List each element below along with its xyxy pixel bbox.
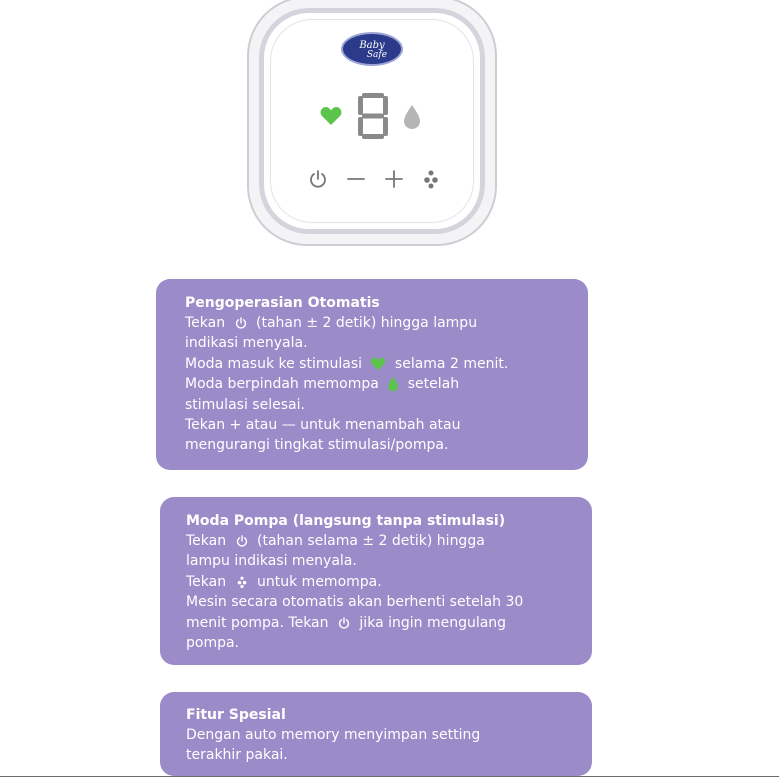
text-line: terakhir pakai.: [186, 747, 288, 764]
card-title: Fitur Spesial: [186, 707, 286, 723]
text-line: Tekan + atau — untuk menambah atau: [185, 417, 461, 434]
heart-icon: [320, 106, 342, 126]
text-line: [186, 531, 592, 551]
text-line: Mesin secara otomatis akan berhenti setelah 30: [186, 594, 524, 611]
text: jika ingin mengulang: [359, 614, 507, 631]
pump-button[interactable]: [420, 168, 442, 190]
text: Tekan: [186, 573, 227, 590]
power-icon: [234, 316, 248, 330]
card-title: Pengoperasian Otomatis: [185, 295, 380, 311]
text-line: lampu indikasi menyala.: [186, 553, 357, 570]
text-line: Dengan auto memory menyimpan setting: [186, 727, 481, 743]
card-pump-mode: [160, 497, 592, 665]
text-line: [186, 613, 592, 633]
card-body: [185, 313, 588, 456]
logo-text-baby: Baby: [359, 40, 385, 51]
text-line: pompa.: [186, 635, 240, 652]
text: selama 2 menit.: [394, 355, 509, 372]
text: Tekan: [185, 315, 226, 331]
text: menit pompa. Tekan: [186, 614, 329, 631]
text: Tekan: [186, 533, 227, 549]
text: Moda masuk ke stimulasi: [185, 355, 363, 372]
card-automatic-operation: [156, 279, 588, 470]
power-icon: [337, 616, 351, 630]
text: (tahan selama ± 2 detik) hingga: [257, 533, 485, 549]
power-icon: [235, 534, 249, 548]
text: setelah: [407, 376, 460, 393]
text-line: indikasi menyala.: [185, 335, 308, 352]
card-title: Moda Pompa (langsung tanpa stimulasi): [186, 513, 506, 529]
heart-icon: [370, 357, 386, 371]
plus-button[interactable]: [383, 168, 405, 190]
card-body: [186, 531, 592, 653]
divider: [0, 776, 779, 777]
brand-logo: [341, 32, 403, 66]
text: Moda berpindah memompa: [185, 376, 379, 393]
text-line: stimulasi selesai.: [185, 396, 305, 413]
text-line: [186, 572, 592, 592]
text-line: [185, 374, 588, 394]
minus-button[interactable]: [345, 168, 367, 190]
card-special-feature: [160, 692, 592, 776]
display-digit: [356, 92, 390, 140]
drop-icon: [402, 104, 422, 130]
text: (tahan ± 2 detik) hingga lampu: [256, 315, 478, 331]
text-line: mengurangi tingkat stimulasi/pompa.: [185, 437, 449, 454]
text-line: [185, 313, 588, 333]
droplets-icon: [235, 574, 249, 590]
text: untuk memompa.: [257, 573, 382, 590]
card-body: [186, 725, 592, 766]
text-line: [185, 354, 588, 374]
logo-text-safe: Safe: [366, 50, 388, 60]
power-button[interactable]: [307, 168, 329, 190]
drop-icon: [387, 376, 399, 392]
